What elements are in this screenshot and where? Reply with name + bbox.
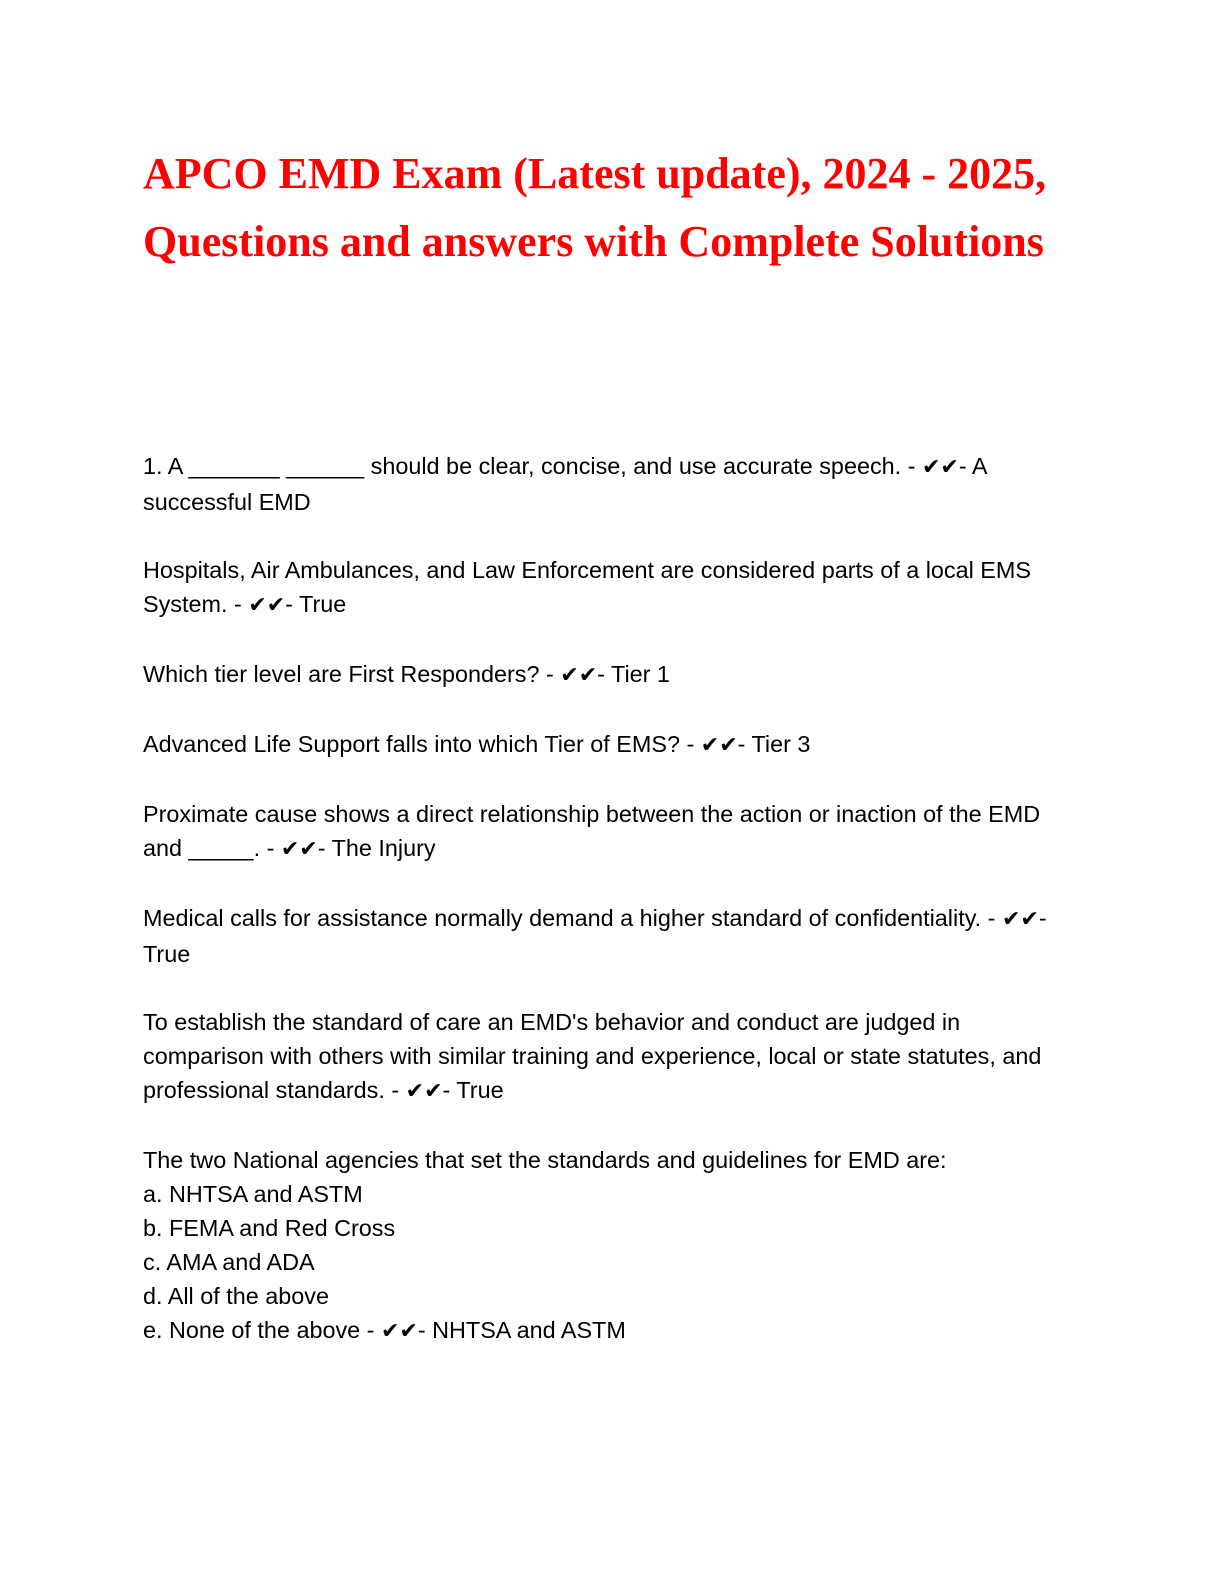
qa-item-7 — [143, 1005, 1078, 1109]
answer-text: - True — [442, 1077, 504, 1103]
option-b: b. FEMA and Red Cross — [143, 1215, 396, 1241]
qa-item-3 — [143, 657, 1078, 693]
question-text: The two National agencies that set the standards and guidelines for EMD are: — [143, 1147, 947, 1173]
qa-item-2 — [143, 553, 1078, 623]
question-text: 1. A _______ ______ should be clear, concise, and use accurate speech. - — [143, 453, 922, 479]
answer-text: - True — [143, 905, 1047, 967]
answer-text: - A successful EMD — [143, 453, 987, 515]
answer-text: - The Injury — [317, 835, 436, 861]
qa-list — [143, 449, 1078, 1383]
question-text: Proximate cause shows a direct relationship between the action or inaction of the EMD and _____. - — [143, 801, 1041, 861]
option-e-line — [143, 1313, 1078, 1349]
double-check-icon: ✔✔ — [248, 593, 286, 618]
double-check-icon: ✔✔ — [1001, 907, 1039, 932]
answer-text: - Tier 3 — [737, 731, 811, 757]
question-text: Advanced Life Support falls into which Tier of EMS? - — [143, 731, 701, 757]
qa-item-1 — [143, 449, 1078, 519]
document-title: APCO EMD Exam (Latest update), 2024 - 2025, Questions and answers with Complete Solutions — [143, 149, 1047, 266]
double-check-icon: ✔✔ — [921, 455, 959, 480]
double-check-icon: ✔✔ — [280, 837, 318, 862]
double-check-icon: ✔✔ — [380, 1319, 418, 1344]
option-e: e. None of the above - — [143, 1317, 381, 1343]
qa-item-4 — [143, 727, 1078, 763]
qa-item-5 — [143, 797, 1078, 867]
option-d: d. All of the above — [143, 1283, 329, 1309]
question-text: To establish the standard of care an EMD's behavior and conduct are judged in comparison with others with similar training and experience, local or state statutes, and professional standards. - — [143, 1009, 1042, 1103]
option-a: a. NHTSA and ASTM — [143, 1181, 363, 1207]
answer-text: - True — [285, 591, 347, 617]
qa-item-6 — [143, 901, 1078, 971]
double-check-icon: ✔✔ — [560, 663, 598, 688]
question-text: Medical calls for assistance normally demand a higher standard of confidentiality. - — [143, 905, 1002, 931]
double-check-icon: ✔✔ — [405, 1079, 443, 1104]
option-c: c. AMA and ADA — [143, 1249, 315, 1275]
question-text: Which tier level are First Responders? - — [143, 661, 561, 687]
answer-text: - NHTSA and ASTM — [417, 1317, 626, 1343]
answer-text: - Tier 1 — [597, 661, 670, 687]
question-text: Hospitals, Air Ambulances, and Law Enforcement are considered parts of a local EMS System. - — [143, 557, 1031, 617]
qa-item-8 — [143, 1143, 1078, 1349]
double-check-icon: ✔✔ — [700, 733, 738, 758]
